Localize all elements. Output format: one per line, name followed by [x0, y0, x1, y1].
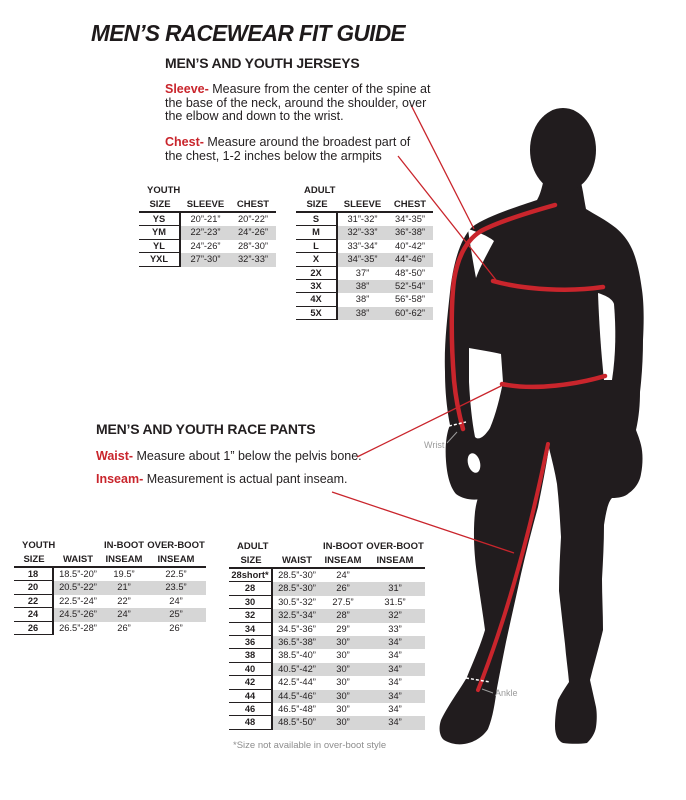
value-cell: 34” [365, 690, 425, 703]
value-cell: 34” [388, 703, 402, 714]
table-row [139, 253, 276, 266]
value-cell: 22.5”-24” [59, 595, 97, 606]
table-row [139, 240, 276, 253]
value-cell: 24”-26” [190, 240, 221, 251]
table-row [229, 690, 425, 703]
value-cell: 20”-22” [238, 214, 268, 224]
table-row [229, 636, 425, 649]
table-row [14, 595, 206, 608]
value-cell: 24” [336, 570, 350, 580]
value-cell: 34.5”-36” [278, 623, 316, 634]
column-header: IN-BOOT [103, 540, 145, 551]
size-cell: YXL [139, 253, 181, 266]
table-row [229, 596, 425, 609]
column-header: SIZE [149, 199, 171, 210]
column-header: OVER-BOOT [366, 541, 424, 552]
table-header-row [296, 197, 433, 213]
value-cell: 44”-46” [387, 253, 433, 266]
size-cell: 20 [14, 581, 54, 594]
value-cell: 20”-21” [190, 214, 221, 224]
column-header: WAIST [281, 555, 313, 566]
size-cell: 44 [229, 690, 273, 703]
size-cell: X [296, 253, 338, 266]
size-cell: 5X [296, 307, 338, 320]
value-cell: 34”-35” [338, 253, 387, 266]
size-cell: S [296, 213, 338, 226]
sleeve-term-text: Measure from the center of the spine at the base of the neck, around the shoulder, over the elbow and down to the wrist. [165, 82, 431, 123]
value-cell: 31.5” [384, 596, 406, 607]
column-header: CHEST [236, 199, 270, 210]
value-cell: 36.5”-38” [273, 636, 321, 649]
waist-term-text: Measure about 1” below the pelvis bone. [133, 449, 362, 463]
table-row [229, 582, 425, 595]
value-cell: 25” [146, 608, 206, 621]
value-cell: 22” [117, 595, 131, 606]
value-cell: 27.5” [332, 596, 354, 607]
value-cell: 38” [355, 294, 370, 305]
value-cell: 30” [336, 703, 350, 714]
value-cell: 34” [388, 650, 402, 661]
table-label-row [229, 540, 425, 553]
chest-description [165, 136, 411, 163]
value-cell: 26” [169, 622, 183, 633]
value-cell: 22.5” [165, 569, 187, 579]
value-cell: 48”-50” [395, 267, 425, 278]
value-cell: 30” [321, 690, 365, 703]
table-row [296, 213, 433, 226]
value-cell: 30.5”-32” [278, 596, 316, 607]
table-row [296, 253, 433, 266]
column-header: YOUTH [22, 540, 56, 551]
value-cell: 60”-62” [387, 307, 433, 320]
waist-term-label: Waist- [96, 449, 134, 463]
table-header-row [229, 553, 425, 569]
table-row [229, 676, 425, 689]
value-cell: 19.5” [113, 569, 135, 579]
youth-jersey-size-table [139, 184, 276, 267]
wrist-label: Wrist [424, 440, 445, 450]
value-cell [365, 569, 425, 582]
value-cell: 32.5”-34” [273, 609, 321, 622]
adult-jersey-size-table [296, 184, 433, 320]
sleeve-description [165, 83, 433, 124]
size-cell: 26 [14, 622, 54, 635]
value-cell: 24” [169, 595, 183, 606]
value-cell: 24” [102, 608, 146, 621]
value-cell: 30” [336, 650, 350, 661]
value-cell: 32” [365, 609, 425, 622]
table-row [14, 568, 206, 581]
size-cell: 46 [229, 703, 273, 716]
size-cell: M [296, 226, 338, 239]
page-title: MEN’S RACEWEAR FIT GUIDE [91, 20, 405, 46]
size-cell: 48 [229, 716, 273, 729]
table-row [229, 649, 425, 662]
column-header: SLEEVE [186, 199, 225, 210]
size-cell: YS [139, 213, 181, 226]
value-cell: 38.5”-40” [278, 650, 316, 661]
value-cell: 26.5”-28” [59, 622, 97, 633]
size-cell: 40 [229, 663, 273, 676]
column-header: INSEAM [105, 554, 143, 565]
size-cell: 32 [229, 609, 273, 622]
value-cell: 36”-38” [387, 226, 433, 239]
table-header-row [139, 197, 276, 213]
value-cell: 30” [336, 677, 350, 688]
table-label-row [139, 184, 276, 197]
column-header: OVER-BOOT [147, 540, 205, 551]
size-cell: 18 [14, 568, 54, 581]
value-cell: 52”-54” [387, 280, 433, 293]
value-cell: 42.5”-44” [278, 677, 316, 688]
table-row [296, 293, 433, 306]
column-header: SIZE [23, 554, 45, 565]
size-cell: 28short* [229, 569, 273, 582]
size-cell: 34 [229, 623, 273, 636]
value-cell: 24.5”-26” [54, 608, 102, 621]
value-cell: 34”-35” [395, 214, 425, 224]
column-header: INSEAM [376, 555, 414, 566]
value-cell: 26” [117, 622, 131, 633]
size-cell: 42 [229, 676, 273, 689]
value-cell: 40”-42” [395, 240, 425, 251]
value-cell: 56”-58” [395, 294, 425, 305]
size-cell: 2X [296, 267, 338, 280]
column-header: SIZE [306, 199, 328, 210]
table-row [229, 663, 425, 676]
size-cell: 3X [296, 280, 338, 293]
value-cell: 28.5”-30” [278, 570, 316, 580]
value-cell: 30” [321, 663, 365, 676]
table-row [296, 280, 433, 293]
size-footnote: *Size not available in over-boot style [233, 740, 387, 751]
value-cell: 28.5”-30” [273, 582, 321, 595]
section-heading-pants: MEN’S AND YOUTH RACE PANTS [96, 421, 316, 437]
column-header: WAIST [62, 554, 94, 565]
table-row [14, 581, 206, 594]
table-row [14, 622, 206, 635]
inseam-term-label: Inseam- [96, 472, 144, 486]
size-cell: 28 [229, 582, 273, 595]
table-row [296, 267, 433, 280]
value-cell: 34” [365, 636, 425, 649]
value-cell: 20.5”-22” [54, 581, 102, 594]
value-cell: 32”-33” [230, 253, 276, 266]
size-cell: YL [139, 240, 181, 253]
value-cell: 44.5”-46” [273, 690, 321, 703]
table-row [229, 703, 425, 716]
column-header: SLEEVE [343, 199, 382, 210]
section-heading-jerseys: MEN’S AND YOUTH JERSEYS [165, 55, 360, 71]
value-cell: 40.5”-42” [273, 663, 321, 676]
inseam-term-text: Measurement is actual pant inseam. [143, 472, 348, 486]
value-cell: 34” [388, 677, 402, 688]
value-cell: 26” [321, 582, 365, 595]
table-row [229, 623, 425, 636]
table-row [139, 226, 276, 239]
size-cell: 30 [229, 596, 273, 609]
column-header: ADULT [304, 185, 336, 196]
value-cell: 24”-26” [230, 226, 276, 239]
value-cell: 37” [355, 267, 370, 278]
value-cell: 29” [336, 623, 350, 634]
table-header-row [14, 552, 206, 568]
value-cell: 23.5” [146, 581, 206, 594]
size-cell: 38 [229, 649, 273, 662]
value-cell: 31” [365, 582, 425, 595]
column-header: YOUTH [147, 185, 181, 196]
value-cell: 28” [321, 609, 365, 622]
adult-pants-size-table [229, 540, 425, 730]
table-row [229, 609, 425, 622]
value-cell: 18.5”-20” [59, 569, 97, 579]
value-cell: 34” [365, 663, 425, 676]
value-cell: 30” [321, 636, 365, 649]
value-cell: 31”-32” [347, 214, 378, 224]
size-cell: 36 [229, 636, 273, 649]
value-cell: 33”-34” [347, 240, 378, 251]
value-cell: 32”-33” [338, 226, 387, 239]
table-row [296, 240, 433, 253]
table-row [296, 307, 433, 320]
waist-description [96, 450, 362, 464]
table-row [14, 608, 206, 621]
column-header: SIZE [240, 555, 262, 566]
column-header: CHEST [393, 199, 427, 210]
head [530, 108, 596, 192]
value-cell: 38” [338, 280, 387, 293]
value-cell: 21” [102, 581, 146, 594]
value-cell: 46.5”-48” [278, 703, 316, 714]
value-cell: 30” [321, 716, 365, 729]
ankle-label: Ankle [495, 688, 518, 698]
inseam-description [96, 473, 348, 487]
value-cell: 22”-23” [181, 226, 230, 239]
table-row [229, 569, 425, 582]
column-header: IN-BOOT [322, 541, 364, 552]
chest-term-text: Measure around the broadest part of the chest, 1-2 inches below the armpits [165, 135, 411, 163]
column-header: INSEAM [157, 554, 195, 565]
size-cell: L [296, 240, 338, 253]
column-header: ADULT [237, 541, 269, 552]
value-cell: 28”-30” [238, 240, 268, 251]
youth-pants-size-table [14, 539, 206, 635]
table-label-row [14, 539, 206, 552]
size-cell: 24 [14, 608, 54, 621]
size-cell: 4X [296, 293, 338, 306]
value-cell: 34” [365, 716, 425, 729]
size-cell: YM [139, 226, 181, 239]
table-row [139, 213, 276, 226]
table-row [296, 226, 433, 239]
table-label-row [296, 184, 433, 197]
table-row [229, 716, 425, 729]
column-header: INSEAM [324, 555, 362, 566]
sleeve-term-label: Sleeve- [165, 82, 209, 96]
chest-term-label: Chest- [165, 135, 204, 149]
value-cell: 33” [388, 623, 402, 634]
value-cell: 27”-30” [181, 253, 230, 266]
value-cell: 38” [338, 307, 387, 320]
size-cell: 22 [14, 595, 54, 608]
value-cell: 48.5”-50” [273, 716, 321, 729]
